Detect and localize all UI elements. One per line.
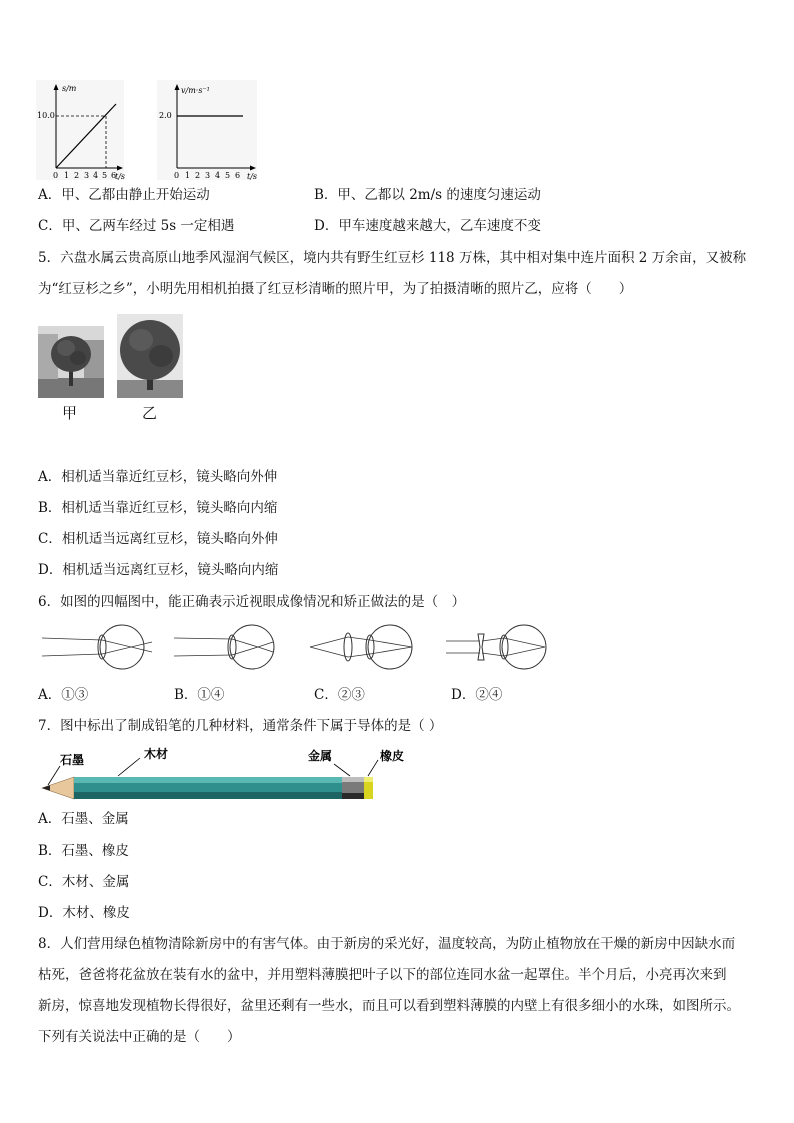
st-graph bbox=[36, 80, 124, 180]
eye-diagram-1 bbox=[40, 622, 158, 672]
q7-option-b[interactable]: B．石墨、橡皮 bbox=[38, 843, 129, 859]
q4-option-b[interactable]: B．甲、乙都以 2m/s 的速度匀速运动 bbox=[314, 187, 541, 203]
q5-option-a[interactable]: A．相机适当靠近红豆杉，镜头略向外伸 bbox=[38, 469, 278, 485]
q7-stem: 7．图中标出了制成铅笔的几种材料，通常条件下属于导体的是（ ） bbox=[38, 718, 443, 734]
st-ylabel: s/m bbox=[62, 84, 77, 93]
st-xtick: 4 bbox=[93, 171, 99, 180]
photo-yi bbox=[117, 314, 183, 398]
q4-option-c[interactable]: C．甲、乙两车经过 5s 一定相遇 bbox=[38, 218, 235, 234]
q5-stem-line1: 5．六盘水属云贵高原山地季风湿润气候区，境内共有野生红豆杉 118 万株，其中相对集中连片面积 2 万余亩，又被称 bbox=[38, 250, 747, 266]
photo-label-jia: 甲 bbox=[62, 404, 78, 422]
pencil-diagram bbox=[38, 744, 418, 802]
q5-option-b[interactable]: B．相机适当靠近红豆杉，镜头略向内缩 bbox=[38, 500, 278, 516]
st-xtick: 1 bbox=[64, 171, 70, 180]
q7-option-d[interactable]: D．木材、橡皮 bbox=[38, 905, 130, 921]
q6-option-b[interactable]: B．①④ bbox=[174, 687, 225, 703]
q8-line4: 下列有关说法中正确的是（ ） bbox=[38, 1029, 241, 1045]
q8-line2: 枯死，爸爸将花盆放在装有水的盆中，并用塑料薄膜把叶子以下的部位连同水盆一起罩住。半个月后，小亮再次来到 bbox=[38, 967, 727, 983]
vt-xtick: 2 bbox=[195, 171, 201, 180]
vt-xtick: 6 bbox=[235, 171, 241, 180]
vt-ytick: 2.0 bbox=[159, 111, 172, 120]
q5-option-c[interactable]: C．相机适当远离红豆杉，镜头略向外伸 bbox=[38, 531, 278, 547]
eye-diagram-4 bbox=[444, 622, 556, 672]
q6-option-d[interactable]: D．②④ bbox=[451, 687, 503, 703]
q8-line3: 新房，惊喜地发现植物长得很好，盆里还剩有一些水，而且可以看到塑料薄膜的内壁上有很多细小的水珠，如图所示。 bbox=[38, 998, 740, 1014]
vt-xtick: 1 bbox=[185, 171, 191, 180]
vt-xtick: 4 bbox=[215, 171, 221, 180]
st-xtick: 0 bbox=[53, 171, 59, 180]
label-metal: 金属 bbox=[308, 749, 333, 763]
vt-ylabel: v/m·s⁻¹ bbox=[181, 86, 210, 95]
st-xtick: 5 bbox=[102, 171, 108, 180]
vt-xlabel: t/s bbox=[247, 172, 258, 181]
q6-option-c[interactable]: C．②③ bbox=[314, 687, 365, 703]
q5-option-d[interactable]: D．相机适当远离红豆杉，镜头略向内缩 bbox=[38, 562, 279, 578]
label-graphite: 石墨 bbox=[60, 753, 85, 767]
st-xtick: 2 bbox=[74, 171, 80, 180]
q7-option-c[interactable]: C．木材、金属 bbox=[38, 874, 130, 890]
photo-jia bbox=[38, 326, 104, 398]
q5-stem-line2: 为“红豆杉之乡”，小明先用相机拍摄了红豆杉清晰的照片甲，为了拍摄清晰的照片乙，应将（ ） bbox=[38, 281, 633, 297]
q4-option-a[interactable]: A．甲、乙都由静止开始运动 bbox=[38, 187, 210, 203]
vt-graph bbox=[157, 80, 257, 180]
vt-xtick: 5 bbox=[225, 171, 231, 180]
eye-diagram-3 bbox=[308, 622, 426, 672]
st-xtick: 3 bbox=[84, 171, 90, 180]
q4-option-d[interactable]: D．甲车速度越来越大，乙车速度不变 bbox=[314, 218, 541, 234]
st-ytick: 10.0 bbox=[37, 111, 55, 120]
photo-label-yi: 乙 bbox=[142, 404, 158, 422]
q6-option-a[interactable]: A．①③ bbox=[38, 687, 89, 703]
vt-xtick: 0 bbox=[174, 171, 180, 180]
q8-line1: 8．人们营用绿色植物清除新房中的有害气体。由于新房的采光好，温度较高，为防止植物放在干燥的新房中因缺水而 bbox=[38, 936, 736, 952]
eye-diagram-2 bbox=[172, 622, 290, 672]
st-xtick: 6 bbox=[111, 171, 117, 180]
label-eraser: 橡皮 bbox=[380, 749, 405, 763]
q6-stem: 6．如图的四幅图中，能正确表示近视眼成像情况和矫正做法的是（ ） bbox=[38, 594, 466, 610]
label-wood: 木材 bbox=[144, 747, 169, 761]
vt-xtick: 3 bbox=[205, 171, 211, 180]
q7-option-a[interactable]: A．石墨、金属 bbox=[38, 811, 129, 827]
st-xlabel: t/s bbox=[115, 172, 126, 181]
